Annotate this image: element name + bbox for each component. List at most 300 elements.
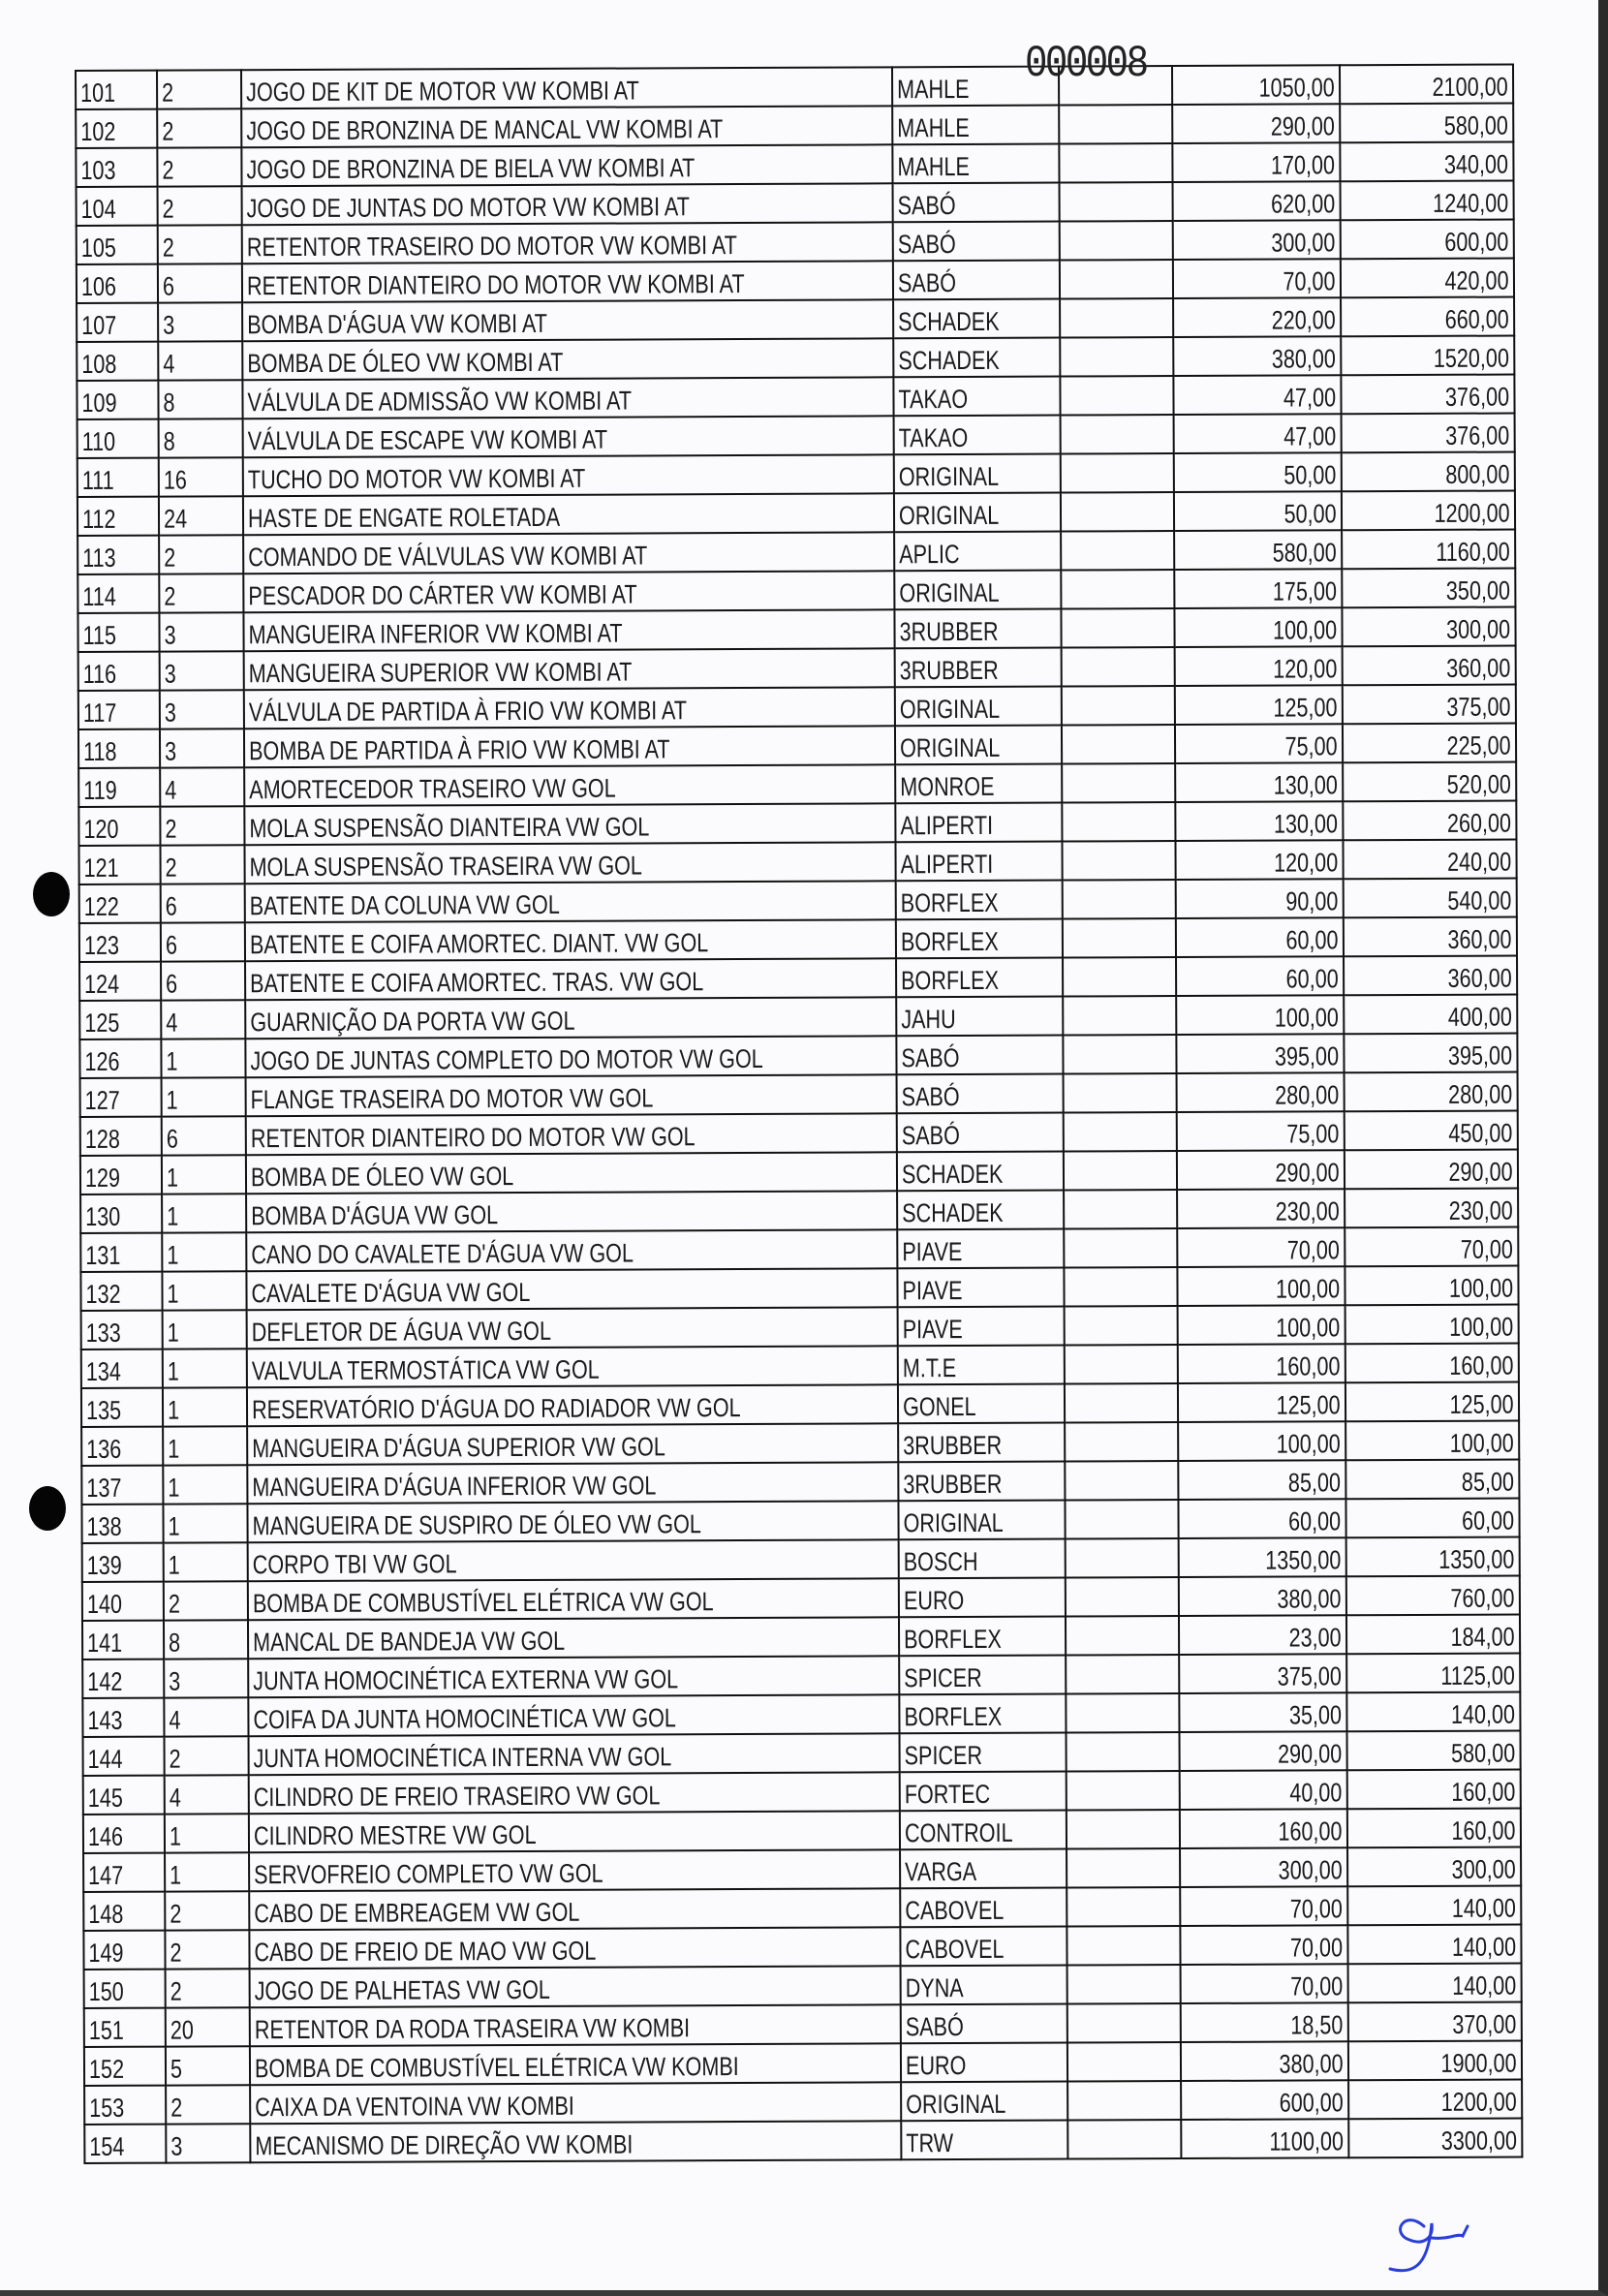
description-cell [250,2004,901,2046]
blank-cell-cell [1062,918,1175,958]
quantity: 3 [164,659,176,689]
total-price: 225,00 [1446,730,1511,760]
brand: ORIGINAL [898,500,999,531]
total-price: 240,00 [1447,847,1512,877]
item-number: 114 [82,581,116,611]
description: FLANGE TRASEIRA DO MOTOR VW GOL [250,1083,654,1115]
unit-price: 125,00 [1273,693,1338,723]
handwritten-signature [1385,2199,1501,2286]
blank-cell-cell [1066,1655,1179,1694]
blank-cell-cell [1063,1073,1176,1113]
blank-cell-cell [1063,1035,1176,1074]
unit-price-cell [1176,1111,1344,1151]
unit-price-cell [1172,142,1340,182]
total-price-cell [1345,1460,1519,1500]
brand: SABÓ [897,191,956,221]
item-number-cell [79,1001,161,1039]
description-cell [244,726,895,767]
quantity-cell [163,1349,247,1387]
description: BOMBA D'ÁGUA VW GOL [251,1200,499,1231]
total-price-cell [1346,1809,1520,1848]
item-number-cell [77,381,158,419]
unit-price-cell [1180,1886,1347,1926]
quantity: 1 [166,1163,179,1193]
brand: EURO [905,2051,967,2081]
unit-price-cell [1172,104,1340,143]
item-number-cell [80,1195,162,1233]
brand-cell [899,1617,1066,1657]
total-price-cell [1347,2041,1521,2081]
description: RETENTOR TRASEIRO DO MOTOR VW KOMBI AT [246,231,737,263]
brand-cell [899,1656,1066,1695]
unit-price-cell [1174,646,1342,686]
unit-price: 60,00 [1285,925,1339,955]
quantity: 6 [166,969,178,999]
description: RETENTOR DA RODA TRASEIRA VW KOMBI [254,2013,691,2045]
item-number-cell [84,1970,166,2008]
brand-cell [898,1462,1065,1502]
blank-cell-cell [1066,1693,1179,1733]
unit-price: 1050,00 [1258,73,1335,103]
unit-price: 175,00 [1272,576,1338,606]
quantity: 5 [170,2054,183,2084]
item-number-cell [77,187,158,226]
brand-cell [896,958,1063,998]
item-number: 133 [85,1318,121,1348]
quantity-cell [163,1310,247,1349]
quantity-cell [161,884,245,922]
description: CILINDRO MESTRE VW GOL [253,1819,537,1851]
item-number-cell [78,846,160,884]
table-row [78,685,1516,729]
description: JOGO DE PALHETAS VW GOL [254,1974,550,2006]
unit-price-cell [1175,762,1343,802]
unit-price: 375,00 [1277,1661,1342,1691]
unit-price-cell [1173,491,1341,531]
brand: BORFLEX [900,926,999,957]
item-number: 105 [80,233,116,263]
item-number: 106 [80,271,117,301]
item-number-cell [84,2086,166,2125]
item-number-cell [76,71,157,109]
quantity-cell [158,302,242,341]
blank-cell-cell [1059,260,1172,299]
total-price: 100,00 [1449,1428,1514,1458]
quantity: 6 [162,271,175,301]
description-cell [243,493,894,535]
description-cell [242,299,893,341]
blank-cell-cell [1059,105,1172,144]
total-price: 395,00 [1447,1040,1513,1070]
unit-price: 290,00 [1270,111,1335,141]
total-price: 360,00 [1446,653,1511,683]
punch-hole [33,872,70,916]
brand: APLIC [898,540,960,570]
unit-price: 100,00 [1276,1313,1341,1343]
unit-price-cell [1172,65,1340,105]
brand: ALIPERTI [899,810,993,841]
total-price: 1200,00 [1434,498,1510,528]
item-number: 119 [83,775,117,805]
unit-price: 160,00 [1276,1351,1341,1381]
quantity-cell [160,806,244,845]
brand: EURO [903,1586,964,1616]
quantity: 6 [165,930,178,960]
item-number: 123 [83,930,120,960]
quantity-cell [159,535,243,574]
quantity-cell [164,1697,248,1736]
brand: CABOVEL [904,1934,1005,1965]
brand: CONTROIL [904,1817,1013,1848]
quantity-cell [159,574,243,612]
unit-price-cell [1176,956,1344,996]
unit-price: 47,00 [1283,383,1337,413]
table-row [77,220,1514,264]
brand-cell [893,493,1060,533]
unit-price-cell [1176,1072,1344,1112]
total-price-cell [1344,1034,1517,1073]
unit-price: 290,00 [1278,1739,1343,1769]
total-price-cell [1348,2080,1522,2120]
description-cell [242,338,893,380]
description: COIFA DA JUNTA HOMOCINÉTICA VW GOL [253,1703,676,1735]
description-cell [244,648,895,690]
blank-cell-cell [1061,531,1174,571]
total-price: 580,00 [1443,110,1508,140]
quantity-cell [158,264,242,302]
description: RETENTOR DIANTEIRO DO MOTOR VW KOMBI AT [246,268,745,301]
description: BOMBA DE ÓLEO VW KOMBI AT [247,347,564,379]
quantity-cell [160,767,244,806]
description-cell [248,1578,899,1620]
brand: M.T.E [902,1353,956,1383]
unit-price-cell [1175,801,1343,841]
total-price-cell [1342,685,1515,725]
unit-price: 47,00 [1283,421,1337,451]
unit-price-cell [1174,530,1342,570]
description-cell [248,1694,899,1736]
brand-cell [898,1384,1065,1424]
description: MANGUEIRA D'ÁGUA INFERIOR VW GOL [252,1471,657,1503]
description: BATENTE E COIFA AMORTEC. DIANT. VW GOL [249,928,709,960]
description-cell [250,2121,901,2162]
quantity: 1 [167,1240,179,1270]
description: VÁLVULA DE ADMISSÃO VW KOMBI AT [247,386,633,418]
total-price: 600,00 [1444,227,1509,257]
brand: ORIGINAL [905,2089,1006,2120]
blank-cell-cell [1059,182,1172,222]
total-price-cell [1346,1731,1520,1771]
description-cell [245,997,896,1039]
total-price: 160,00 [1451,1777,1516,1807]
item-number: 135 [85,1395,122,1425]
brand-cell [897,1307,1064,1347]
total-price-cell [1341,414,1514,453]
table-row [84,2002,1522,2047]
quantity-cell [165,1814,249,1852]
total-price-cell [1340,259,1513,298]
blank-cell-cell [1067,2003,1180,2043]
item-number-cell [81,1427,163,1466]
description: CABO DE EMBREAGEM VW GOL [254,1897,580,1929]
quantity-cell [166,2124,250,2162]
item-number-cell [79,884,161,923]
item-number-cell [79,962,161,1001]
item-number: 101 [80,78,116,108]
item-number: 125 [84,1008,120,1038]
item-number: 118 [83,736,117,766]
brand-cell [896,997,1063,1037]
table-row [77,414,1515,458]
unit-price: 23,00 [1288,1623,1342,1653]
quantity: 1 [169,1821,182,1851]
unit-price-cell [1175,840,1343,880]
total-price-cell [1345,1421,1519,1461]
blank-cell-cell [1061,608,1174,648]
unit-price: 18,50 [1290,2010,1344,2040]
item-number: 139 [86,1550,122,1580]
unit-price-cell [1180,1847,1347,1887]
unit-price-cell [1177,1227,1345,1267]
unit-price: 40,00 [1289,1778,1343,1808]
total-price-cell [1343,801,1516,841]
brand-cell [895,726,1062,765]
total-price: 1160,00 [1436,537,1510,567]
table-row [77,375,1514,419]
total-price: 400,00 [1447,1002,1512,1032]
description-cell [248,1539,899,1581]
description: BATENTE DA COLUNA VW GOL [249,889,560,921]
brand: JAHU [900,1005,956,1035]
description-cell [248,1617,899,1659]
item-number-cell [84,2008,166,2047]
quantity: 6 [166,1124,178,1154]
brand-cell [899,1811,1066,1850]
blank-cell-cell [1063,957,1176,997]
quantity: 1 [168,1473,180,1503]
total-price-cell [1346,1654,1520,1693]
item-number: 148 [88,1899,124,1929]
description: SERVOFREIO COMPLETO VW GOL [254,1858,603,1890]
description: JUNTA HOMOCINÉTICA INTERNA VW GOL [253,1742,672,1774]
description: JOGO DE BRONZINA DE MANCAL VW KOMBI AT [246,114,724,146]
brand-cell [899,1694,1066,1734]
quantity: 2 [170,1899,182,1929]
brand-cell [893,338,1060,378]
quantity-cell [158,380,242,419]
total-price-cell [1344,995,1517,1035]
total-price: 1200,00 [1440,2087,1517,2117]
total-price-cell [1341,452,1514,492]
unit-price-cell [1176,1150,1344,1190]
item-number-cell [81,1350,163,1388]
total-price: 140,00 [1451,1893,1516,1923]
quantity-cell [162,1155,246,1194]
brand-cell [900,2043,1067,2083]
unit-price: 1100,00 [1269,2126,1344,2156]
item-number-cell [83,1853,165,1892]
quantity: 3 [164,620,176,650]
brand: SABÓ [901,1082,960,1112]
brand-cell [900,1849,1067,1889]
table-row [77,530,1515,574]
description: CORPO TBI VW GOL [252,1549,457,1580]
quantity: 1 [170,1860,182,1890]
brand: 3RUBBER [899,655,999,686]
item-number-cell [78,691,160,729]
item-number-cell [78,652,160,691]
total-price-cell [1345,1537,1519,1577]
table-row [81,1382,1519,1427]
description-cell [243,571,894,612]
unit-price: 75,00 [1286,1119,1340,1149]
blank-cell-cell [1064,1267,1177,1307]
brand: PIAVE [901,1237,963,1267]
quantity-cell [166,2007,250,2046]
table-row [77,569,1515,613]
unit-price: 70,00 [1290,1971,1344,2001]
item-number: 121 [83,853,119,883]
quantity-cell [159,457,243,496]
item-number: 129 [84,1163,121,1193]
quantity: 4 [165,775,177,805]
unit-price-cell [1178,1576,1345,1616]
table-row [81,1499,1519,1543]
unit-price-cell [1172,259,1340,298]
item-number-cell [77,226,158,264]
table-row [77,181,1514,226]
description-cell [244,764,895,806]
blank-cell-cell [1059,143,1172,183]
item-number-cell [77,264,158,303]
quantity-cell [162,1232,246,1271]
item-number-cell [76,109,157,148]
description-cell [242,261,893,302]
brand: MONROE [899,771,995,802]
total-price: 376,00 [1444,382,1510,412]
quantity-cell [160,690,244,729]
item-number-cell [80,1272,162,1311]
total-price: 1125,00 [1440,1660,1515,1691]
blank-cell-cell [1067,1965,1180,2004]
unit-price-cell [1178,1382,1345,1422]
blank-cell-cell [1060,492,1173,532]
brand-cell [897,1268,1064,1308]
total-price: 100,00 [1449,1312,1514,1342]
table-row [78,840,1516,884]
table-row [84,2119,1522,2163]
brand-cell [894,532,1061,572]
description: MOLA SUSPENSÃO DIANTEIRA VW GOL [249,812,650,844]
blank-cell-cell [1065,1577,1178,1617]
item-number: 142 [87,1666,123,1696]
quantity: 3 [170,2131,183,2161]
total-price-cell [1345,1576,1519,1616]
description: CANO DO CAVALETE D'ÁGUA VW GOL [251,1238,634,1270]
brand: BORFLEX [903,1701,1002,1732]
item-number-cell [81,1466,163,1505]
description: RESERVATÓRIO D'ÁGUA DO RADIADOR VW GOL [251,1393,741,1425]
item-number: 137 [86,1473,122,1503]
item-number-cell [80,1233,162,1272]
item-number: 126 [84,1046,120,1076]
unit-price-cell [1173,297,1341,337]
item-number-cell [80,1117,162,1156]
total-price-cell [1343,879,1516,918]
quantity-cell [164,1659,248,1697]
table-row [82,1692,1520,1737]
brand-cell [896,1113,1063,1153]
description: BOMBA DE COMBUSTÍVEL ELÉTRICA VW GOL [252,1587,714,1619]
quantity-cell [161,1039,245,1077]
total-price-cell [1348,2119,1522,2158]
description-cell [247,1462,898,1504]
total-price-cell [1345,1227,1518,1267]
total-price: 760,00 [1450,1583,1515,1613]
description-cell [241,106,892,147]
description: VÁLVULA DE ESCAPE VW KOMBI AT [247,424,608,456]
blank-cell-cell [1065,1538,1178,1578]
brand-cell [892,106,1059,145]
quantity-cell [165,1891,249,1930]
item-number: 113 [82,543,116,573]
brand: VARGA [904,1856,976,1887]
item-number: 149 [88,1938,124,1968]
table-row [81,1460,1519,1505]
item-number: 107 [81,310,117,340]
total-price-cell [1341,297,1514,337]
total-price: 60,00 [1461,1505,1515,1536]
unit-price-cell [1174,685,1342,725]
description-cell [241,67,892,109]
item-number: 109 [81,388,117,418]
total-price: 520,00 [1446,769,1511,799]
table-row [79,1034,1517,1078]
blank-cell-cell [1059,221,1172,261]
table-row [79,917,1517,962]
description: JOGO DE JUNTAS COMPLETO DO MOTOR VW GOL [250,1043,763,1076]
unit-price: 120,00 [1273,654,1338,684]
item-number-cell [77,613,159,652]
blank-cell-cell [1065,1500,1178,1539]
total-price: 660,00 [1444,304,1509,334]
total-price-cell [1340,142,1513,182]
table-row [77,259,1514,303]
item-number-cell [82,1543,164,1582]
unit-price-cell [1177,1266,1345,1306]
parts-table [75,64,1523,2164]
total-price-cell [1347,1847,1521,1887]
quantity-cell [158,341,242,380]
brand: SCHADEK [897,345,1000,376]
table-row [84,1964,1522,2008]
total-price: 340,00 [1443,149,1509,179]
blank-cell-cell [1065,1461,1178,1501]
quantity-cell [164,1581,248,1620]
brand: SCHADEK [901,1197,1004,1228]
description: PESCADOR DO CÁRTER VW KOMBI AT [248,579,637,611]
blank-cell-cell [1060,298,1173,338]
brand-cell [893,454,1060,494]
unit-price: 130,00 [1273,809,1339,839]
brand-cell [900,1966,1067,2005]
description-cell [250,2043,901,2085]
unit-price: 35,00 [1288,1700,1343,1730]
description-cell [242,183,893,225]
item-number: 120 [83,814,119,844]
brand: MAHLE [896,112,970,143]
description: JUNTA HOMOCINÉTICA EXTERNA VW GOL [253,1664,679,1696]
